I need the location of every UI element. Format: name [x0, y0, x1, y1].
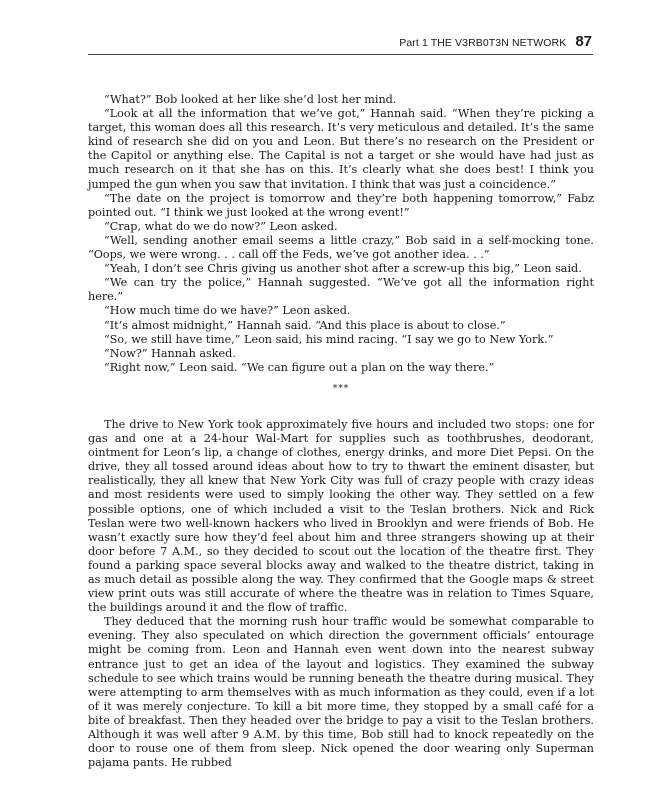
paragraph: “How much time do we have?” Leon asked.	[104, 304, 351, 318]
paragraph: “Yeah, I don’t see Chris giving us another shot after a screw-up this big,” Leon said.	[104, 262, 582, 276]
paragraph: They deduced that the morning rush hour traffic would be somewhat comparable to evening. They also speculated on which direction the government officials’ entourage might be coming from. Leon and Hannah even went down into the nearest subway entrance just to get an idea of the layout and logistics. They examined the subway schedule to see which trains would be running beneath the theatre during musical. They were attempting to arm themselves with as much information as they could, even if a lot of it was merely conjecture. To kill a bit more time, they stopped by a small café for a bite of breakfast. Then they headed over the bridge to pay a visit to the Teslan brothers. Although it was well after 9 A.M. by this time, Bob still had to knock repeatedly on the door to rouse one of them from sleep. Nick opened the door wearing only Superman pajama pants. He rubbed	[88, 615, 594, 770]
paragraph: “The date on the project is tomorrow and they’re both happening tomorrow,” Fabz pointed out. “I think we just looked at the wrong event!”	[88, 191, 594, 219]
page-body	[88, 93, 594, 770]
paragraph: “What?” Bob looked at her like she’d lost her mind.	[104, 93, 397, 106]
paragraph: “We can try the police,” Hannah suggested. “We’ve got all the information right here.”	[88, 276, 594, 304]
paragraph: “Now?” Hannah asked.	[104, 346, 236, 360]
paragraph: The drive to New York took approximately five hours and included two stops: one for gas and one at a 24-hour Wal-Mart for supplies such as toothbrushes, deodorant, ointment for Leon’s lip, a change of clothes, energy drinks, and more Diet Pepsi. On the drive, they all tossed around ideas about how to try to thwart the eminent disaster, but realistically, they all knew that New York City was full of crazy people with crazy ideas and most residents were used to simply looking the other way. They settled on a few possible options, one of which included a visit to the Teslan brothers. Nick and Rick Teslan were two well-known hackers who lived in Brooklyn and were friends of Bob. He wasn’t exactly sure how they’d feel about him and three strangers showing up at their door before 7 A.M., so they decided to scout out the location of the theatre first. They found a parking space several blocks away and walked to the theatre district, taking in as much detail as possible along the way. They confirmed that the Google maps & street view print outs was still accurate of where the theatre was in relation to Times Square, the buildings around it and the flow of traffic.	[88, 417, 594, 615]
paragraph: “Well, sending another email seems a little crazy,” Bob said in a self-mocking tone. “Oops, we were wrong. . . call off the Feds, we’ve got another idea. . .”	[88, 233, 594, 262]
section-separator: ***	[332, 383, 350, 394]
part-title: Part 1 THE V3RB0T3N NETWORK	[399, 37, 567, 49]
paragraph: “So, we still have time,” Leon said, his mind racing. “I say we go to New York.”	[104, 332, 554, 346]
page-number: 87	[575, 33, 592, 50]
paragraph: “Look at all the information that we’ve got,” Hannah said. “When they’re picking a target, this woman does all this research. It’s very meticulous and detailed. It’s the same kind of research she did on you and Leon. But there’s no research on the President or the Capitol or anything else. The Capital is not a target or she would have had just as much research on it that she has on this. It’s clearly what she does best! I think you jumped the gun when you saw that invitation. I think that was just a coincidence.”	[88, 107, 594, 191]
header-rule	[88, 54, 593, 55]
paragraph: “Right now,” Leon said. “We can figure out a plan on the way there.”	[104, 360, 495, 374]
paragraph: “It’s almost midnight,” Hannah said. “And this place is about to close.”	[104, 318, 506, 332]
running-header	[399, 33, 592, 50]
narrative-section	[88, 418, 594, 770]
dialogue-section	[88, 93, 594, 375]
paragraph: “Crap, what do we do now?” Leon asked.	[104, 219, 338, 233]
